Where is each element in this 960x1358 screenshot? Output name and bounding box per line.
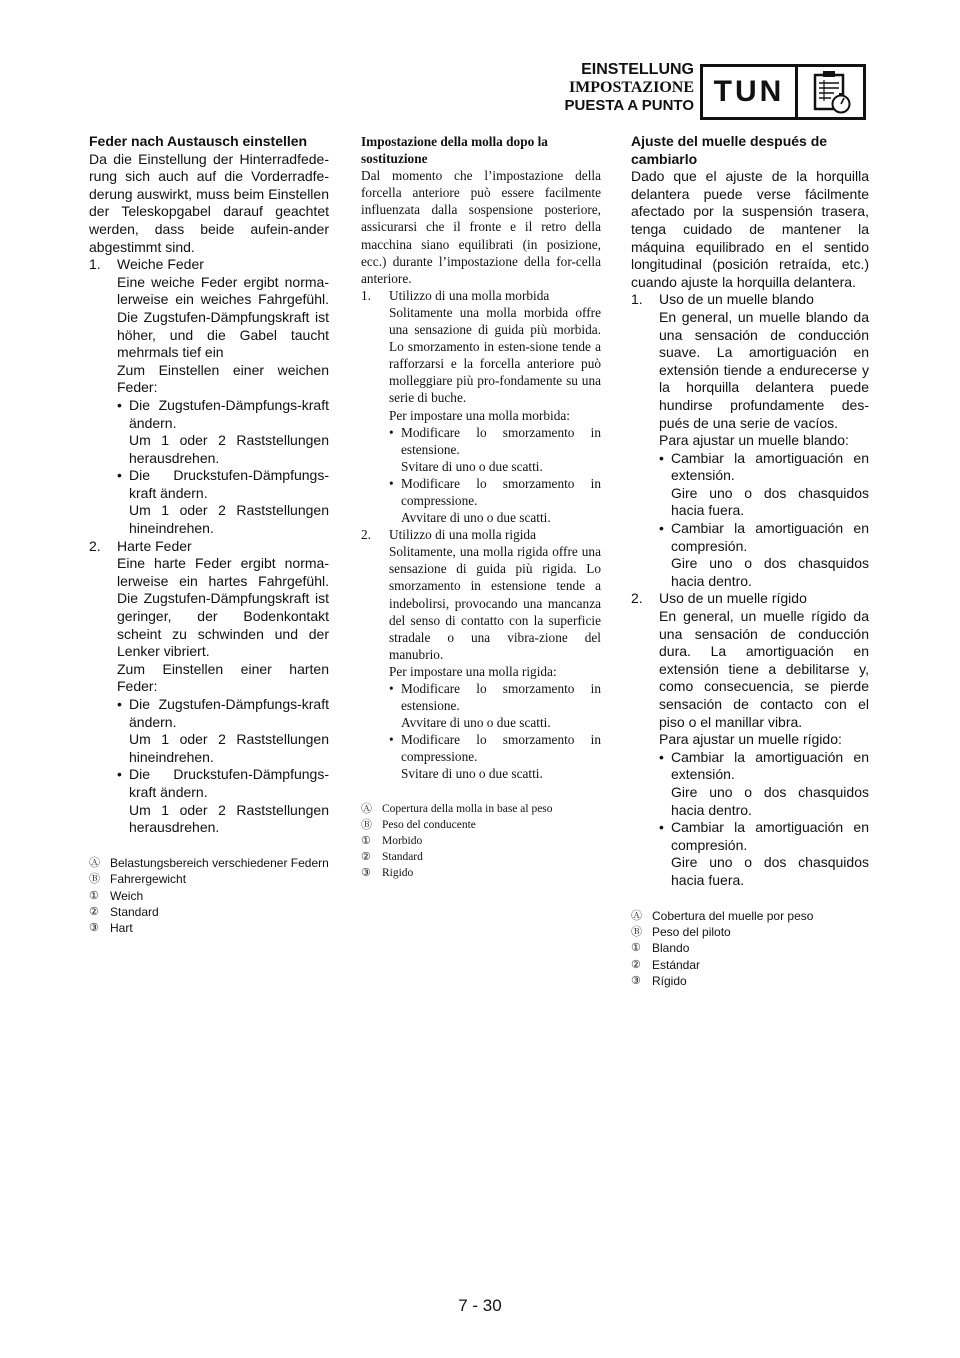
item-heading: Weiche Feder [117,256,204,273]
figure-legend [89,855,329,937]
legend-item: Ⓐ Belastungsbereich verschiedener Federn [89,855,329,870]
bullet-item: • Modificare lo smorzamento in compressione. Svitare di uno o due scatti. [389,732,601,782]
bullet-item: • Die Zugstufen-Dämpfungs-kraft ändern. Um 1 oder 2 Raststellungen hineindrehen. [117,696,329,765]
bullet-item: • Die Zugstufen-Dämpfungs-kraft ändern. Um 1 oder 2 Raststellungen herausdrehen. [117,396,329,466]
bullet-item: • Modificare lo smorzamento in compressione. Avvitare di uno o due scatti. [389,475,601,526]
column-italian [361,133,601,882]
legend-item: Ⓑ Peso del conducente [361,818,476,831]
bullet-item: • Cambiar la amortiguación en extensión. Gire uno o dos chasquidos hacia fuera. [659,449,869,519]
legend-item: ③ Rígido [631,974,687,989]
legend-item: ② Estándar [631,957,701,972]
item-lead: Per impostare una molla rigida: [389,663,557,679]
bullet-item: • Modificare lo smorzamento in estensione. Svitare di uno o due scatti. [389,424,601,474]
item-heading: Uso de un muelle rígido [659,590,807,607]
item-heading: Utilizzo di una molla rigida [389,527,536,543]
column-german [89,133,329,937]
legend-item: ① Blando [631,941,690,956]
list-item: 1. Uso de un muelle blando En general, un muelle blando da una sensación de conducción suave. La amortiguación en extensión tiende a endurecerse y la horquilla delantera puede hundirse profundamente des-pués de una serie de vacíos. Para ajustar un muelle blando: • Cambiar la amortiguación en extensión. Gire uno o dos chasquidos hacia fuera. • Cambiar la amortiguación en compresión. Gire uno o dos chasquidos hacia dentro. [631,291,869,589]
list-item: 2. Utilizzo di una molla rigida Solitamente, una molla rigida offre una sensazione di guida più rigida. Lo smorzamento in estensione tende a indebolirsi, provocando una mancanza del senso di contatto con la superficie stradale o una vibra-zione del manubrio. Per impostare una molla rigida: • Modificare lo smorzamento in estensione. Avvitare di uno o due scatti. • Modificare lo smorzamento in compressione. Svitare di uno o due scatti. [361,527,601,782]
item-lead: Zum Einstellen einer harten Feder: [117,660,329,695]
header-title-de: EINSTELLUNG [581,61,694,78]
intro-paragraph: Da die Einstellung der Hinterradfede-rung sich auch auf die Vorderradfe-derung auswirkt, muss beim Einstellen der Teleskopgabel darauf geachtet werden, dass beide aufein-ander abgestimmt sind. [89,150,329,255]
item-lead: Zum Einstellen einer weichen Feder: [117,361,329,396]
item-text: En general, un muelle blando da una sensación de conducción suave. La amortiguación en extensión tiende a endurecerse y la horquilla delantera puede hundirse profundamente des-pués de una serie de vacíos. [659,308,869,431]
item-heading: Uso de un muelle blando [659,291,814,308]
item-text: En general, un muelle rígido da una sensación de conducción dura. La amortiguación en extensión tiene a debilitarse y, como consecuencia, se pierde sensación de contacto con el piso o el manillar vibra. [659,608,869,730]
legend-item: Ⓑ Fahrergewicht [89,872,187,887]
item-text: Eine harte Feder ergibt norma-lerweise ein hartes Fahrgefühl. Die Zugstufen-Dämpfungskraft ist geringer, der Bodenkontakt scheint zu schwinden und der Lenker vibriert. [117,555,329,660]
legend-item: Ⓐ Cobertura del muelle por peso [631,908,814,923]
legend-item: ② Standard [361,851,423,864]
list-item: 1. Weiche Feder Eine weiche Feder ergibt norma-lerweise ein weiches Fahrgefühl. Die Zugstufen-Dämpfungskraft ist höher, und die Gabel taucht mehrmals tief ein Zum Einstellen einer weichen Feder: • Die Zugstufen-Dämpfungs-kraft ändern. Um 1 oder 2 Raststellungen herausdrehen. • Die Druckstufen-Dämpfungs-kraft ändern. Um 1 oder 2 Raststellungen hineindrehen. [89,256,329,537]
intro-paragraph: Dal momento che l’impostazione della forcella anteriore può essere facilmente influenzata dalla sospensione posteriore, assicurarsi che il fronte e il retro della macchina siano equilibrati (in posizione, ecc.) durante l’impostazione della for-cella anteriore. [361,168,601,286]
legend-item: ① Morbido [361,834,423,847]
section-title: Feder nach Austausch einstellen [89,133,308,149]
item-text: Eine weiche Feder ergibt norma-lerweise ein weiches Fahrgefühl. Die Zugstufen-Dämpfungskraft ist höher, und die Gabel taucht mehrmals tief ein [117,273,329,361]
legend-item: Ⓐ Copertura della molla in base al peso [361,802,553,815]
item-text: Solitamente una molla morbida offre una sensazione di guida più morbida. Lo smorzamento in esten-sione tende a rafforzarsi e la forcella anteriore può molleggiare più pro-fondamente su una serie di buche. [389,304,601,406]
list-item: 1. Utilizzo di una molla morbida Solitamente una molla morbida offre una sensazione di guida più morbida. Lo smorzamento in esten-sione tende a rafforzarsi e la forcella anteriore può molleggiare più pro-fondamente su una serie di buche. Per impostare una molla morbida: • Modificare lo smorzamento in estensione. Svitare di uno o due scatti. • Modificare lo smorzamento in compressione. Avvitare di uno o due scatti. [361,287,601,526]
item-lead: Para ajustar un muelle blando: [659,432,849,449]
clipboard-stopwatch-icon [798,67,863,117]
intro-paragraph: Dado que el ajuste de la horquilla delantera puede verse fácilmente afectado por la suspensión trasera, tenga cuidado de mantener la máquina equilibrado en el sentido longitudinal (posición retraída, etc.) cuando ajuste la horquilla delantera. [631,168,869,290]
section-badge [700,64,866,120]
section-code: TUN [703,67,798,117]
column-spanish [631,133,869,990]
bullet-item: • Cambiar la amortiguación en compresión. Gire uno o dos chasquidos hacia dentro. [659,520,869,589]
item-heading: Utilizzo di una molla morbida [389,287,550,303]
legend-item: ② Standard [89,904,159,919]
legend-item: ① Weich [89,888,144,903]
item-text: Solitamente, una molla rigida offre una sensazione di guida più rigida. Lo smorzamento in estensione tende a indebolirsi, provocando una mancanza del senso di contatto con la superficie stradale o una vibra-zione del manubrio. [389,544,601,662]
section-title: Impostazione della molla dopo la sostituzione [361,134,548,167]
item-lead: Para ajustar un muelle rígido: [659,731,842,748]
page-number: 7 - 30 [458,1296,502,1315]
header-titles [565,61,694,115]
bullet-item: • Cambiar la amortiguación en extensión. Gire uno o dos chasquidos hacia dentro. [659,748,869,818]
section-title: Ajuste del muelle después de cambiarlo [631,133,828,167]
bullet-item: • Die Druckstufen-Dämpfungs-kraft ändern. Um 1 oder 2 Raststellungen herausdrehen. [117,766,329,836]
legend-item: ③ Hart [89,921,133,936]
figure-legend [361,801,601,882]
item-heading: Harte Feder [117,537,192,554]
list-item: 2. Uso de un muelle rígido En general, un muelle rígido da una sensación de conducción dura. La amortiguación en extensión tiene a debilitarse y, como consecuencia, se pierde sensación de contacto con el piso o el manillar vibra. Para ajustar un muelle rígido: • Cambiar la amortiguación en extensión. Gire uno o dos chasquidos hacia dentro. • Cambiar la amortiguación en compresión. Gire uno o dos chasquidos hacia fuera. [631,590,869,888]
legend-item: ③ Rigido [361,867,414,880]
legend-item: Ⓑ Peso del piloto [631,924,731,939]
item-lead: Per impostare una molla morbida: [389,407,570,423]
header-title-it: IMPOSTAZIONE [568,79,694,96]
bullet-item: • Die Druckstufen-Dämpfungs-kraft ändern. Um 1 oder 2 Raststellungen hineindrehen. [117,467,329,537]
header-title-es: PUESTA A PUNTO [564,97,694,114]
list-item: 2. Harte Feder Eine harte Feder ergibt norma-lerweise ein hartes Fahrgefühl. Die Zugstufen-Dämpfungskraft ist geringer, der Bodenkontakt scheint zu schwinden und der Lenker vibriert. Zum Einstellen einer harten Feder: • Die Zugstufen-Dämpfungs-kraft ändern. Um 1 oder 2 Raststellungen hineindrehen. • Die Druckstufen-Dämpfungs-kraft ändern. Um 1 oder 2 Raststellungen herausdrehen. [89,537,329,836]
bullet-item: • Cambiar la amortiguación en compresión. Gire uno o dos chasquidos hacia fuera. [659,819,869,888]
figure-legend [631,908,869,990]
bullet-item: • Modificare lo smorzamento in estensione. Avvitare di uno o due scatti. [389,681,601,731]
